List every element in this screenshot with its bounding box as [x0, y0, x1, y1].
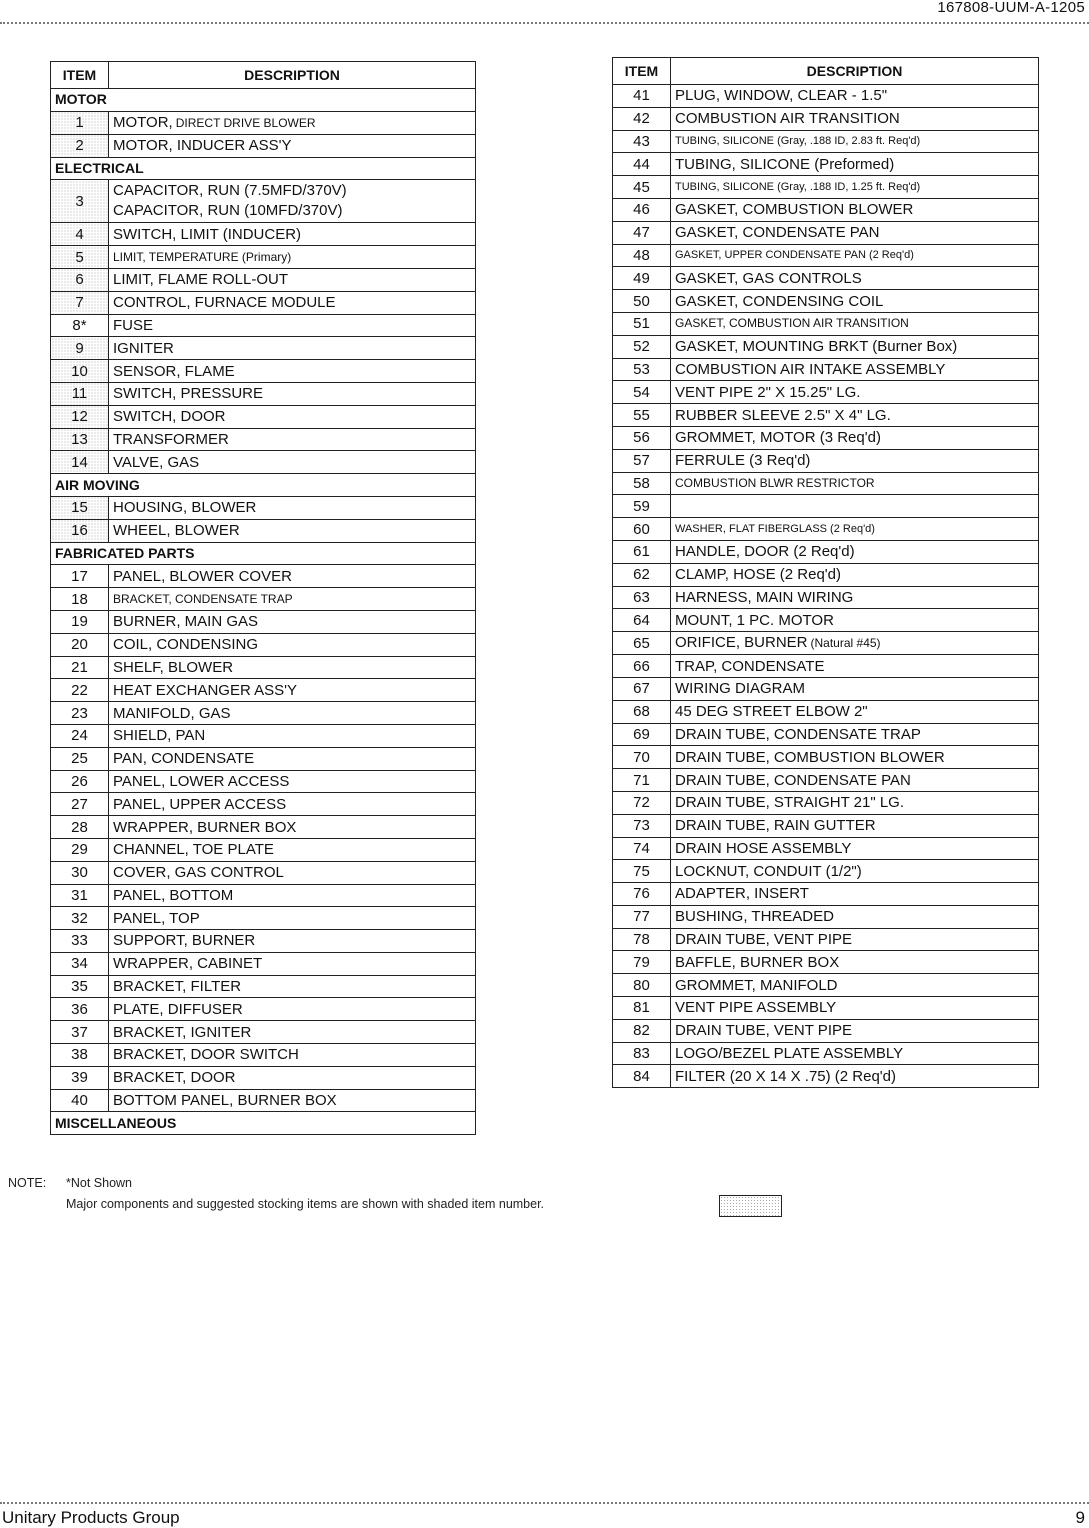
item-number: 49 — [613, 267, 671, 290]
item-description: FERRULE (3 Req'd) — [671, 449, 1039, 472]
table-row — [613, 267, 1039, 290]
table-row — [613, 130, 1039, 153]
item-description: VALVE, GAS — [109, 451, 476, 474]
item-description: IGNITER — [109, 337, 476, 360]
item-number: 1 — [51, 111, 109, 134]
table-row — [613, 677, 1039, 700]
table-row — [51, 1089, 476, 1112]
item-number: 15 — [51, 496, 109, 519]
item-description — [671, 495, 1039, 518]
item-description: HANDLE, DOOR (2 Req'd) — [671, 540, 1039, 563]
item-number: 48 — [613, 244, 671, 267]
item-description: DRAIN TUBE, CONDENSATE PAN — [671, 769, 1039, 792]
item-number: 17 — [51, 565, 109, 588]
item-number: 53 — [613, 358, 671, 381]
table-header-row — [613, 58, 1039, 85]
description-main: MOTOR, — [113, 113, 173, 131]
table-row — [51, 702, 476, 725]
item-description: BURNER, MAIN GAS — [109, 610, 476, 633]
item-description: PLATE, DIFFUSER — [109, 998, 476, 1021]
item-number: 61 — [613, 540, 671, 563]
table-row — [613, 769, 1039, 792]
table-row — [613, 837, 1039, 860]
table-row — [613, 1042, 1039, 1065]
item-number: 84 — [613, 1065, 671, 1088]
item-number: 27 — [51, 793, 109, 816]
table-row — [51, 770, 476, 793]
table-row — [613, 791, 1039, 814]
item-number: 11 — [51, 382, 109, 405]
item-description: MOTOR, INDUCER ASS'Y — [109, 134, 476, 157]
table-row — [613, 974, 1039, 997]
item-number: 83 — [613, 1042, 671, 1065]
item-description: TUBING, SILICONE (Gray, .188 ID, 2.83 ft. Req'd) — [671, 130, 1039, 153]
table-row — [51, 747, 476, 770]
item-description: BRACKET, CONDENSATE TRAP — [109, 588, 476, 611]
item-number: 57 — [613, 449, 671, 472]
item-description: GASKET, COMBUSTION AIR TRANSITION — [671, 312, 1039, 335]
table-row — [51, 337, 476, 360]
item-description: LOGO/BEZEL PLATE ASSEMBLY — [671, 1042, 1039, 1065]
item-description: ADAPTER, INSERT — [671, 883, 1039, 906]
item-number: 28 — [51, 816, 109, 839]
table-row — [613, 495, 1039, 518]
table-row — [51, 884, 476, 907]
table-row — [51, 793, 476, 816]
item-number: 75 — [613, 860, 671, 883]
item-number: 69 — [613, 723, 671, 746]
description-line: CAPACITOR, RUN (7.5MFD/370V) — [113, 182, 347, 200]
section-row — [51, 89, 476, 112]
item-column-header: ITEM — [51, 62, 109, 89]
table-row — [613, 951, 1039, 974]
item-description: TRAP, CONDENSATE — [671, 655, 1039, 678]
table-row — [51, 907, 476, 930]
item-number: 78 — [613, 928, 671, 951]
table-row — [51, 360, 476, 383]
item-number: 45 — [613, 176, 671, 199]
item-description: MOUNT, 1 PC. MOTOR — [671, 609, 1039, 632]
item-description: TUBING, SILICONE (Preformed) — [671, 153, 1039, 176]
item-description: SHELF, BLOWER — [109, 656, 476, 679]
table-row — [51, 998, 476, 1021]
item-description: WHEEL, BLOWER — [109, 519, 476, 542]
item-description: COVER, GAS CONTROL — [109, 861, 476, 884]
table-row — [613, 723, 1039, 746]
table-row — [51, 633, 476, 656]
item-description: CHANNEL, TOE PLATE — [109, 838, 476, 861]
item-number: 72 — [613, 791, 671, 814]
item-number: 37 — [51, 1021, 109, 1044]
item-number: 22 — [51, 679, 109, 702]
item-number: 79 — [613, 951, 671, 974]
item-description: GASKET, CONDENSING COIL — [671, 290, 1039, 313]
item-description: MANIFOLD, GAS — [109, 702, 476, 725]
item-description: WASHER, FLAT FIBERGLASS (2 Req'd) — [671, 518, 1039, 541]
item-description: SHIELD, PAN — [109, 724, 476, 747]
table-row — [613, 449, 1039, 472]
item-description: LIMIT, FLAME ROLL-OUT — [109, 268, 476, 291]
item-number: 3 — [51, 180, 109, 223]
description-column-header: DESCRIPTION — [109, 62, 476, 89]
table-row — [51, 565, 476, 588]
table-row — [613, 381, 1039, 404]
item-description: COMBUSTION AIR TRANSITION — [671, 107, 1039, 130]
table-row — [613, 609, 1039, 632]
table-row — [613, 632, 1039, 655]
table-row — [51, 223, 476, 246]
item-description: LOCKNUT, CONDUIT (1/2") — [671, 860, 1039, 883]
item-description: BRACKET, IGNITER — [109, 1021, 476, 1044]
item-description: GROMMET, MOTOR (3 Req'd) — [671, 426, 1039, 449]
item-number: 13 — [51, 428, 109, 451]
item-number: 50 — [613, 290, 671, 313]
table-row — [51, 268, 476, 291]
table-row — [51, 952, 476, 975]
footer-company: Unitary Products Group — [2, 1508, 180, 1527]
section-label: FABRICATED PARTS — [51, 542, 476, 565]
table-row — [51, 1044, 476, 1067]
item-number: 47 — [613, 221, 671, 244]
table-row — [613, 335, 1039, 358]
table-row — [613, 153, 1039, 176]
item-number: 14 — [51, 451, 109, 474]
item-description: PANEL, LOWER ACCESS — [109, 770, 476, 793]
item-description: HARNESS, MAIN WIRING — [671, 586, 1039, 609]
item-description: SWITCH, PRESSURE — [109, 382, 476, 405]
table-row — [51, 975, 476, 998]
item-number: 19 — [51, 610, 109, 633]
item-description — [671, 632, 1039, 655]
table-row — [613, 198, 1039, 221]
table-row — [613, 563, 1039, 586]
note-not-shown: *Not Shown — [66, 1176, 133, 1190]
item-number: 8* — [51, 314, 109, 337]
item-number: 70 — [613, 746, 671, 769]
section-label: MOTOR — [51, 89, 476, 112]
table-header-row — [51, 62, 476, 89]
table-row — [51, 838, 476, 861]
item-number: 65 — [613, 632, 671, 655]
item-description: GASKET, MOUNTING BRKT (Burner Box) — [671, 335, 1039, 358]
item-number: 77 — [613, 905, 671, 928]
item-description: GASKET, GAS CONTROLS — [671, 267, 1039, 290]
section-label: ELECTRICAL — [51, 157, 476, 180]
item-column-header: ITEM — [613, 58, 671, 85]
item-description: FUSE — [109, 314, 476, 337]
item-number: 23 — [51, 702, 109, 725]
item-number: 59 — [613, 495, 671, 518]
item-description: SWITCH, DOOR — [109, 405, 476, 428]
item-number: 82 — [613, 1019, 671, 1042]
table-row — [51, 930, 476, 953]
item-description: TUBING, SILICONE (Gray, .188 ID, 1.25 ft. Req'd) — [671, 176, 1039, 199]
section-row — [51, 474, 476, 497]
page-number: 9 — [1075, 1508, 1085, 1527]
table-row — [613, 883, 1039, 906]
table-row — [51, 656, 476, 679]
footer-divider — [0, 1502, 1089, 1504]
note-shading-explanation: Major components and suggested stocking items are shown with shaded item number. — [66, 1197, 545, 1211]
table-row — [51, 724, 476, 747]
item-number: 67 — [613, 677, 671, 700]
table-row — [613, 472, 1039, 495]
item-number: 26 — [51, 770, 109, 793]
item-description: DRAIN TUBE, CONDENSATE TRAP — [671, 723, 1039, 746]
item-number: 20 — [51, 633, 109, 656]
item-number: 56 — [613, 426, 671, 449]
item-number: 21 — [51, 656, 109, 679]
item-number: 18 — [51, 588, 109, 611]
item-description: DRAIN TUBE, COMBUSTION BLOWER — [671, 746, 1039, 769]
item-number: 74 — [613, 837, 671, 860]
item-description: CONTROL, FURNACE MODULE — [109, 291, 476, 314]
table-row — [613, 928, 1039, 951]
item-number: 73 — [613, 814, 671, 837]
table-row — [51, 405, 476, 428]
item-number: 29 — [51, 838, 109, 861]
document-number: 167808-UUM-A-1205 — [937, 0, 1085, 16]
table-row — [51, 816, 476, 839]
item-description: DRAIN HOSE ASSEMBLY — [671, 837, 1039, 860]
item-number: 33 — [51, 930, 109, 953]
table-row — [613, 312, 1039, 335]
item-number: 31 — [51, 884, 109, 907]
table-row — [613, 85, 1039, 108]
item-number: 71 — [613, 769, 671, 792]
table-row — [51, 588, 476, 611]
item-description: RUBBER SLEEVE 2.5" X 4" LG. — [671, 404, 1039, 427]
item-number: 46 — [613, 198, 671, 221]
item-number: 36 — [51, 998, 109, 1021]
item-description: DRAIN TUBE, VENT PIPE — [671, 928, 1039, 951]
section-label: AIR MOVING — [51, 474, 476, 497]
item-number: 55 — [613, 404, 671, 427]
parts-table-right — [612, 57, 1039, 1088]
table-row — [613, 700, 1039, 723]
item-description: COMBUSTION AIR INTAKE ASSEMBLY — [671, 358, 1039, 381]
item-number: 39 — [51, 1066, 109, 1089]
item-description: GASKET, COMBUSTION BLOWER — [671, 198, 1039, 221]
table-row — [51, 291, 476, 314]
table-row — [613, 358, 1039, 381]
table-row — [613, 655, 1039, 678]
table-row — [613, 176, 1039, 199]
item-number: 12 — [51, 405, 109, 428]
item-number: 81 — [613, 997, 671, 1020]
item-number: 6 — [51, 268, 109, 291]
table-row — [51, 679, 476, 702]
description-main: ORIFICE, BURNER — [675, 634, 808, 652]
parts-table-left — [50, 61, 476, 1135]
table-row — [613, 1065, 1039, 1088]
item-number: 54 — [613, 381, 671, 404]
note — [8, 1176, 132, 1190]
item-number: 43 — [613, 130, 671, 153]
table-row — [613, 404, 1039, 427]
item-number: 34 — [51, 952, 109, 975]
table-row — [51, 314, 476, 337]
description-column-header: DESCRIPTION — [671, 58, 1039, 85]
item-description: VENT PIPE ASSEMBLY — [671, 997, 1039, 1020]
item-description: COIL, CONDENSING — [109, 633, 476, 656]
table-row — [51, 496, 476, 519]
section-row — [51, 157, 476, 180]
item-description: FILTER (20 X 14 X .75) (2 Req'd) — [671, 1065, 1039, 1088]
item-description: WRAPPER, BURNER BOX — [109, 816, 476, 839]
table-row — [613, 290, 1039, 313]
section-label: MISCELLANEOUS — [51, 1112, 476, 1135]
item-description: PANEL, BLOWER COVER — [109, 565, 476, 588]
table-row — [613, 1019, 1039, 1042]
item-number: 35 — [51, 975, 109, 998]
item-number: 76 — [613, 883, 671, 906]
table-row — [51, 180, 476, 223]
item-description: PANEL, BOTTOM — [109, 884, 476, 907]
item-description — [109, 180, 476, 223]
item-description: HOUSING, BLOWER — [109, 496, 476, 519]
item-description: DRAIN TUBE, VENT PIPE — [671, 1019, 1039, 1042]
item-number: 4 — [51, 223, 109, 246]
item-number: 38 — [51, 1044, 109, 1067]
table-row — [613, 860, 1039, 883]
item-description: BAFFLE, BURNER BOX — [671, 951, 1039, 974]
item-number: 64 — [613, 609, 671, 632]
item-number: 44 — [613, 153, 671, 176]
item-description: WRAPPER, CABINET — [109, 952, 476, 975]
item-description: PLUG, WINDOW, CLEAR - 1.5" — [671, 85, 1039, 108]
item-description: BRACKET, DOOR SWITCH — [109, 1044, 476, 1067]
table-row — [613, 244, 1039, 267]
item-number: 30 — [51, 861, 109, 884]
table-row — [51, 451, 476, 474]
description-line: CAPACITOR, RUN (10MFD/370V) — [113, 202, 343, 220]
item-description: SENSOR, FLAME — [109, 360, 476, 383]
item-description: COMBUSTION BLWR RESTRICTOR — [671, 472, 1039, 495]
section-row — [51, 1112, 476, 1135]
item-description: BOTTOM PANEL, BURNER BOX — [109, 1089, 476, 1112]
description-detail: (Natural #45) — [810, 636, 881, 651]
item-description: BRACKET, DOOR — [109, 1066, 476, 1089]
item-number: 41 — [613, 85, 671, 108]
item-description: GASKET, CONDENSATE PAN — [671, 221, 1039, 244]
item-number: 42 — [613, 107, 671, 130]
table-row — [51, 246, 476, 269]
item-number: 2 — [51, 134, 109, 157]
item-number: 60 — [613, 518, 671, 541]
item-description: VENT PIPE 2" X 15.25" LG. — [671, 381, 1039, 404]
table-row — [613, 540, 1039, 563]
table-row — [613, 905, 1039, 928]
table-row — [51, 610, 476, 633]
item-number: 51 — [613, 312, 671, 335]
item-description: LIMIT, TEMPERATURE (Primary) — [109, 246, 476, 269]
item-number: 25 — [51, 747, 109, 770]
item-description: GROMMET, MANIFOLD — [671, 974, 1039, 997]
table-row — [51, 111, 476, 134]
note-label: NOTE: — [8, 1176, 47, 1190]
table-row — [613, 586, 1039, 609]
item-description: BUSHING, THREADED — [671, 905, 1039, 928]
table-row — [51, 519, 476, 542]
item-number: 32 — [51, 907, 109, 930]
item-description: BRACKET, FILTER — [109, 975, 476, 998]
item-description: 45 DEG STREET ELBOW 2" — [671, 700, 1039, 723]
table-row — [613, 746, 1039, 769]
shaded-legend-swatch — [719, 1195, 782, 1217]
item-description: CLAMP, HOSE (2 Req'd) — [671, 563, 1039, 586]
table-row — [613, 107, 1039, 130]
item-number: 66 — [613, 655, 671, 678]
item-description: SWITCH, LIMIT (INDUCER) — [109, 223, 476, 246]
item-number: 62 — [613, 563, 671, 586]
table-row — [51, 861, 476, 884]
table-row — [613, 426, 1039, 449]
section-row — [51, 542, 476, 565]
item-number: 80 — [613, 974, 671, 997]
item-description — [109, 111, 476, 134]
table-row — [613, 997, 1039, 1020]
item-description: HEAT EXCHANGER ASS'Y — [109, 679, 476, 702]
item-number: 52 — [613, 335, 671, 358]
table-row — [613, 518, 1039, 541]
item-description: PANEL, TOP — [109, 907, 476, 930]
item-number: 5 — [51, 246, 109, 269]
item-number: 24 — [51, 724, 109, 747]
table-row — [51, 134, 476, 157]
item-description: GASKET, UPPER CONDENSATE PAN (2 Req'd) — [671, 244, 1039, 267]
header-divider — [0, 22, 1089, 24]
table-row — [51, 382, 476, 405]
item-description: TRANSFORMER — [109, 428, 476, 451]
item-number: 9 — [51, 337, 109, 360]
item-description: DRAIN TUBE, STRAIGHT 21" LG. — [671, 791, 1039, 814]
table-row — [51, 428, 476, 451]
item-number: 63 — [613, 586, 671, 609]
item-description: WIRING DIAGRAM — [671, 677, 1039, 700]
description-detail: DIRECT DRIVE BLOWER — [175, 115, 316, 130]
item-number: 7 — [51, 291, 109, 314]
table-row — [613, 221, 1039, 244]
table-row — [51, 1021, 476, 1044]
item-description: PANEL, UPPER ACCESS — [109, 793, 476, 816]
item-number: 40 — [51, 1089, 109, 1112]
item-number: 68 — [613, 700, 671, 723]
item-number: 10 — [51, 360, 109, 383]
table-row — [51, 1066, 476, 1089]
item-description: PAN, CONDENSATE — [109, 747, 476, 770]
table-row — [613, 814, 1039, 837]
item-number: 58 — [613, 472, 671, 495]
item-description: DRAIN TUBE, RAIN GUTTER — [671, 814, 1039, 837]
item-description: SUPPORT, BURNER — [109, 930, 476, 953]
item-number: 16 — [51, 519, 109, 542]
